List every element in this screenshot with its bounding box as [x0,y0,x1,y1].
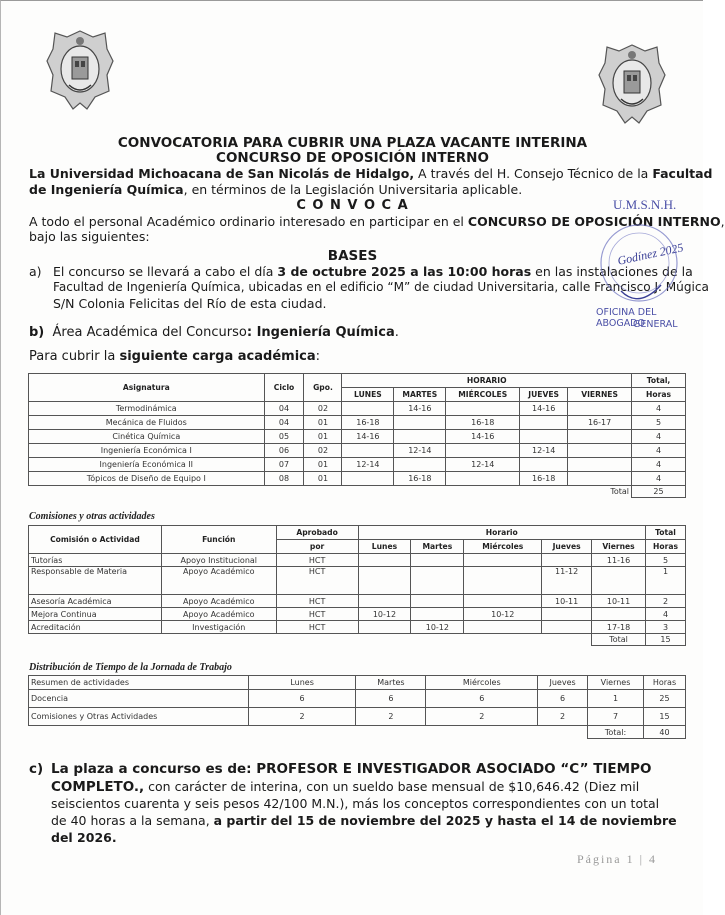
total-cell: 4 [632,402,686,416]
bases-heading: BASES [327,248,378,264]
item-c-line-4: de 40 horas a la semana, a partir del 15 de noviembre del 2025 y hasta el 14 de noviembre [51,813,677,828]
day-header: Martes [411,540,464,554]
horario-cell: 11-16 [592,554,646,567]
aprobado-cell: HCT [276,567,358,595]
distribucion-table [28,675,686,739]
horario-cell [568,444,632,458]
horario-cell [358,621,411,634]
total-cell: 4 [646,608,686,621]
comision-cell: Acreditación [29,621,162,634]
horario-cell [446,472,520,486]
day-header: LUNES [342,388,394,402]
horario-cell: 16-18 [446,416,520,430]
horario-cell [568,472,632,486]
day-value-cell: 6 [538,690,588,708]
horario-cell: 10-12 [358,608,411,621]
column-header: Martes [356,676,426,690]
table1-total-value: 25 [632,486,686,498]
academic-load-table [28,373,686,498]
item-c-line-3: seiscientos cuarenta y seis pesos 42/100 M.N.), más los conceptos correspondientes con un total [51,796,660,811]
day-value-cell: 2 [538,708,588,726]
total-cell: 1 [646,567,686,595]
table-row [29,595,686,608]
horario-cell: 10-11 [592,595,646,608]
table-row [29,690,686,708]
intro-line-2: de Ingeniería Química, en términos de la Legislación Universitaria aplicable. [29,182,523,197]
table-row [29,444,686,458]
invite-line-1: A todo el personal Académico ordinario interesado en participar en el CONCURSO DE OPOSICIÓN INTERNO, [29,214,725,229]
column-header: Miércoles [426,676,538,690]
item-a-line-2: Facultad de Ingeniería Química, ubicadas en el edificio “M” de ciudad Universitaria, calle Francisco J. Múgica [53,280,709,294]
col-header-ciclo: Ciclo [264,374,304,402]
comision-cell: Asesoría Académica [29,595,162,608]
col-header-total: Total, [632,374,686,388]
table1-total-label: Total [568,486,632,498]
gpo-cell: 01 [304,472,342,486]
horario-cell [464,567,542,595]
stamp-seal-icon [561,213,681,313]
ciclo-cell: 04 [264,402,304,416]
day-value-cell: 6 [248,690,356,708]
gpo-cell: 01 [304,416,342,430]
day-header: Viernes [592,540,646,554]
day-value-cell: 6 [426,690,538,708]
page-footer: Página 1 | 4 [576,852,657,866]
horario-cell: 14-16 [446,430,520,444]
column-header: Viernes [588,676,644,690]
col-header-por: por [276,540,358,554]
day-value-cell: 2 [356,708,426,726]
aprobado-cell: HCT [276,608,358,621]
carga-intro: Para cubrir la siguiente carga académica: [29,349,321,364]
column-header: Lunes [248,676,356,690]
horario-cell [411,554,464,567]
asignatura-cell: Termodinámica [29,402,265,416]
stamp-signature: Godínez 2025 [616,240,685,268]
table-row [29,567,686,595]
col-header-horario: Horario [358,526,645,540]
gpo-cell: 01 [304,458,342,472]
item-a-label: a) [29,264,42,279]
day-value-cell: 2 [248,708,356,726]
horario-cell: 14-16 [394,402,446,416]
day-header: Miércoles [464,540,542,554]
gpo-cell: 02 [304,402,342,416]
horario-cell [358,554,411,567]
hours-cell: 25 [643,690,685,708]
comision-cell: Mejora Continua [29,608,162,621]
horario-cell: 16-18 [394,472,446,486]
distribucion-label: Distribución de Tiempo de la Jornada de Trabajo [29,662,232,673]
funcion-cell: Apoyo Académico [161,608,276,621]
total-cell: 5 [646,554,686,567]
day-value-cell: 6 [356,690,426,708]
horario-cell [342,444,394,458]
item-a-line-1: El concurso se llevará a cabo el día 3 de octubre 2025 a las 10:00 horas en las instalaciones de la [53,264,693,279]
day-value-cell: 7 [588,708,644,726]
horario-cell [542,621,592,634]
horario-cell: 10-12 [464,608,542,621]
horario-cell [520,430,568,444]
intro-line-1: La Universidad Michoacana de San Nicolás de Hidalgo, A través del H. Consejo Técnico de la Facultad [29,166,713,181]
horario-cell [394,416,446,430]
ciclo-cell: 04 [264,416,304,430]
horario-cell [394,458,446,472]
funcion-cell: Apoyo Académico [161,567,276,595]
horario-cell: 10-11 [542,595,592,608]
item-b: b) Área Académica del Concurso: Ingeniería Química. [29,325,399,340]
horario-cell [520,416,568,430]
horario-cell [542,608,592,621]
funcion-cell: Apoyo Institucional [161,554,276,567]
total-cell: 5 [632,416,686,430]
horario-cell [342,402,394,416]
day-header: Jueves [542,540,592,554]
horario-cell [394,430,446,444]
horario-cell [358,595,411,608]
gpo-cell: 01 [304,430,342,444]
stamp-general: GENERAL [633,319,678,330]
horario-cell [411,608,464,621]
horario-cell [358,567,411,595]
comisiones-total-label: Total [592,634,646,646]
total-cell: 3 [646,621,686,634]
horario-cell [568,458,632,472]
document-title: CONVOCATORIA PARA CUBRIR UNA PLAZA VACANTE INTERINA [117,135,588,151]
horario-cell [411,595,464,608]
horario-cell [411,567,464,595]
horario-cell [464,621,542,634]
ciclo-cell: 08 [264,472,304,486]
horario-cell [568,402,632,416]
comision-cell: Tutorías [29,554,162,567]
col-header-horario: HORARIO [342,374,632,388]
table-row [29,402,686,416]
invite-line-2: bajo las siguientes: [29,229,150,244]
column-header: Resumen de actividades [29,676,249,690]
horario-cell: 14-16 [520,402,568,416]
asignatura-cell: Mecánica de Fluidos [29,416,265,430]
asignatura-cell: Ingeniería Económica II [29,458,265,472]
horario-cell: 14-16 [342,430,394,444]
horario-cell [446,402,520,416]
day-header: JUEVES [520,388,568,402]
aprobado-cell: HCT [276,621,358,634]
table-row [29,554,686,567]
gpo-cell: 02 [304,444,342,458]
hours-cell: 15 [643,708,685,726]
day-header: MARTES [394,388,446,402]
distribucion-total-value: 40 [643,726,685,739]
table-row [29,472,686,486]
horario-cell [568,430,632,444]
item-c-line-1: La plaza a concurso es de: PROFESOR E INVESTIGADOR ASOCIADO “C” TIEMPO [51,761,652,777]
col-header-horas: Horas [632,388,686,402]
table-row [29,708,686,726]
horario-cell [464,554,542,567]
col-header-gpo: Gpo. [304,374,342,402]
comision-cell: Responsable de Materia [29,567,162,595]
header-row [29,676,686,690]
aprobado-cell: HCT [276,554,358,567]
horario-cell: 12-14 [394,444,446,458]
horario-cell: 16-18 [342,416,394,430]
horario-cell: 16-18 [520,472,568,486]
day-header: VIERNES [568,388,632,402]
stamp-oficina: OFICINA DEL ABOGADO [596,307,657,329]
university-seal-right-icon [597,43,667,125]
activity-cell: Comisiones y Otras Actividades [29,708,249,726]
column-header: Jueves [538,676,588,690]
aprobado-cell: HCT [276,595,358,608]
horario-cell: 17-18 [592,621,646,634]
table-row [29,608,686,621]
item-a-line-3: S/N Colonia Felicitas del Río de esta ciudad. [53,296,327,311]
horario-cell: 10-12 [411,621,464,634]
ciclo-cell: 07 [264,458,304,472]
horario-cell: 12-14 [342,458,394,472]
horario-cell [592,567,646,595]
table-row [29,430,686,444]
horario-cell [342,472,394,486]
horario-cell: 12-14 [520,444,568,458]
total-cell: 4 [632,444,686,458]
horario-cell [542,554,592,567]
convoca-heading: C O N V O C A [296,198,409,213]
asignatura-cell: Cinética Química [29,430,265,444]
asignatura-cell: Ingeniería Económica I [29,444,265,458]
day-value-cell: 2 [426,708,538,726]
funcion-cell: Investigación [161,621,276,634]
horario-cell [446,444,520,458]
column-header: Horas [643,676,685,690]
item-c-label: c) [29,761,44,777]
horario-cell [520,458,568,472]
table-row [29,416,686,430]
total-cell: 4 [632,430,686,444]
horario-cell [464,595,542,608]
horario-cell [592,608,646,621]
ciclo-cell: 05 [264,430,304,444]
day-header: Lunes [358,540,411,554]
university-seal-left-icon [45,29,115,111]
distribucion-total-label: Total: [588,726,644,739]
activity-cell: Docencia [29,690,249,708]
table-row [29,621,686,634]
asignatura-cell: Tópicos de Diseño de Equipo I [29,472,265,486]
col-header-horas: Horas [646,540,686,554]
comisiones-label: Comisiones y otras actividades [29,511,155,522]
item-c-line-2: COMPLETO., con carácter de interina, con un sueldo base mensual de $10,646.42 (Diez mil [51,779,640,795]
document-subtitle: CONCURSO DE OPOSICIÓN INTERNO [216,150,489,166]
col-header-comision: Comisión o Actividad [29,526,162,554]
col-header-asignatura: Asignatura [29,374,265,402]
ciclo-cell: 06 [264,444,304,458]
stamp-umsnh: U.M.S.N.H. [613,197,677,212]
comisiones-table [28,525,686,646]
table-row [29,458,686,472]
day-header: MIÉRCOLES [446,388,520,402]
horario-cell: 11-12 [542,567,592,595]
total-cell: 4 [632,472,686,486]
horario-cell: 12-14 [446,458,520,472]
funcion-cell: Apoyo Académico [161,595,276,608]
comisiones-total-value: 15 [646,634,686,646]
col-header-funcion: Función [161,526,276,554]
day-value-cell: 1 [588,690,644,708]
total-cell: 4 [632,458,686,472]
col-header-aprobado: Aprobado [276,526,358,540]
item-c-line-5: del 2026. [51,830,117,845]
total-cell: 2 [646,595,686,608]
col-header-total: Total [646,526,686,540]
horario-cell: 16-17 [568,416,632,430]
